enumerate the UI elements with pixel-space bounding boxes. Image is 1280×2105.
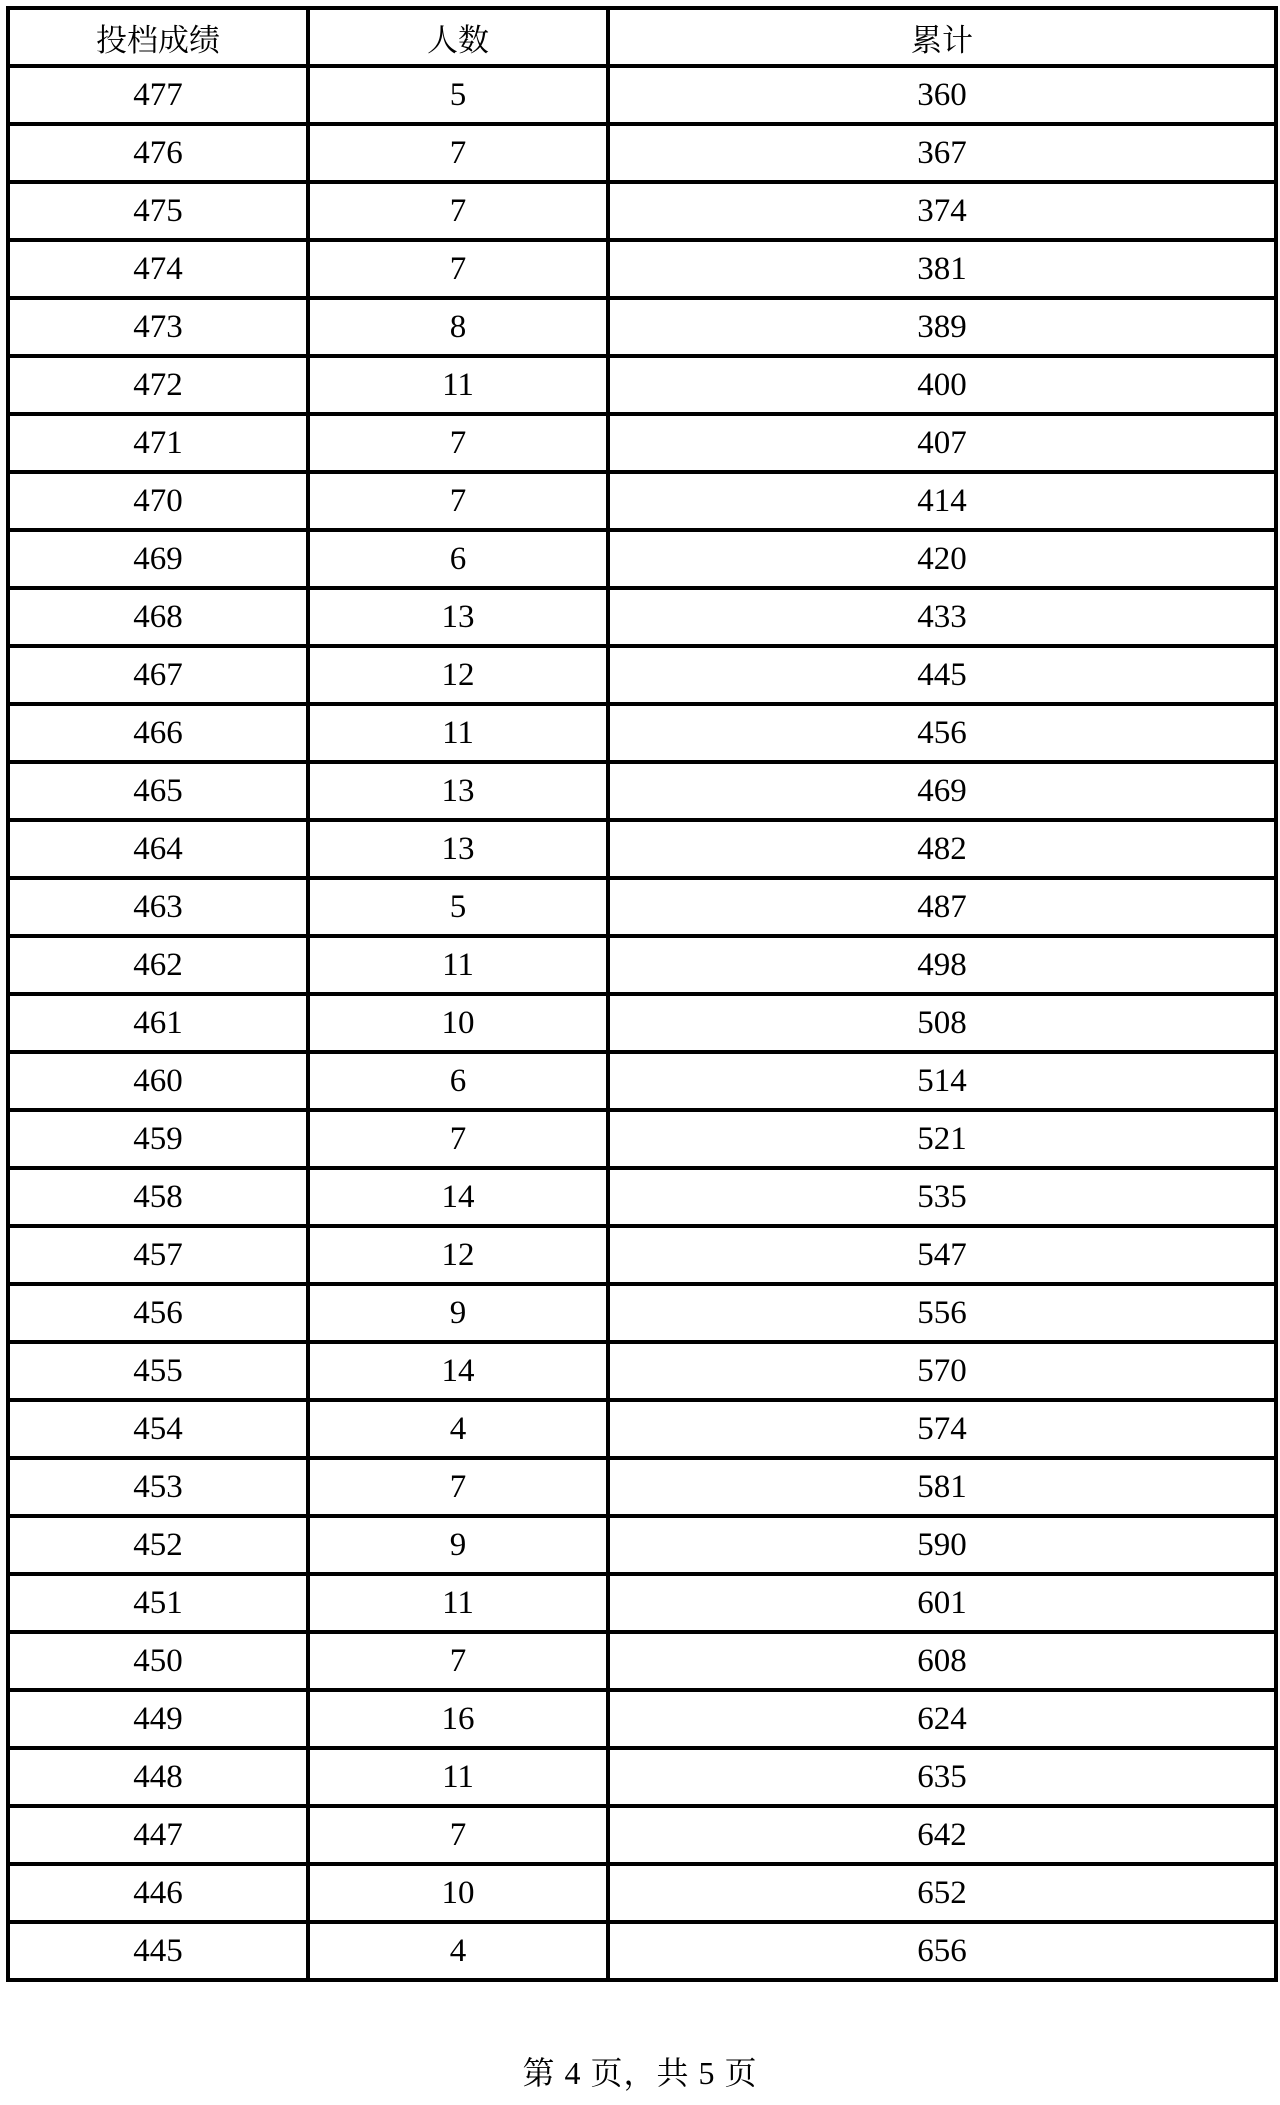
cell-cumulative: 487 xyxy=(608,878,1276,936)
cell-score: 453 xyxy=(8,1458,308,1516)
cell-cumulative: 469 xyxy=(608,762,1276,820)
cell-cumulative: 656 xyxy=(608,1922,1276,1980)
cell-score: 447 xyxy=(8,1806,308,1864)
cell-count: 4 xyxy=(308,1922,608,1980)
table-header-row xyxy=(8,8,1276,66)
table-row xyxy=(8,1632,1276,1690)
cell-cumulative: 508 xyxy=(608,994,1276,1052)
cell-count: 7 xyxy=(308,240,608,298)
cell-cumulative: 608 xyxy=(608,1632,1276,1690)
cell-score: 462 xyxy=(8,936,308,994)
table-row xyxy=(8,1690,1276,1748)
table-row xyxy=(8,1748,1276,1806)
cell-cumulative: 456 xyxy=(608,704,1276,762)
cell-score: 473 xyxy=(8,298,308,356)
cell-count: 13 xyxy=(308,588,608,646)
table-row xyxy=(8,298,1276,356)
cell-count: 7 xyxy=(308,472,608,530)
cell-count: 13 xyxy=(308,762,608,820)
cell-count: 7 xyxy=(308,1110,608,1168)
cell-count: 7 xyxy=(308,414,608,472)
cell-cumulative: 590 xyxy=(608,1516,1276,1574)
cell-cumulative: 624 xyxy=(608,1690,1276,1748)
cell-cumulative: 381 xyxy=(608,240,1276,298)
cell-score: 464 xyxy=(8,820,308,878)
cell-count: 14 xyxy=(308,1168,608,1226)
cell-score: 477 xyxy=(8,66,308,124)
table-row xyxy=(8,66,1276,124)
cell-cumulative: 482 xyxy=(608,820,1276,878)
cell-score: 451 xyxy=(8,1574,308,1632)
cell-score: 456 xyxy=(8,1284,308,1342)
cell-cumulative: 389 xyxy=(608,298,1276,356)
table-row xyxy=(8,182,1276,240)
cell-count: 11 xyxy=(308,936,608,994)
cell-score: 468 xyxy=(8,588,308,646)
cell-count: 12 xyxy=(308,646,608,704)
cell-score: 459 xyxy=(8,1110,308,1168)
table-row xyxy=(8,704,1276,762)
column-header-cumulative: 累计 xyxy=(608,8,1276,66)
cell-cumulative: 521 xyxy=(608,1110,1276,1168)
cell-count: 14 xyxy=(308,1342,608,1400)
cell-count: 6 xyxy=(308,1052,608,1110)
cell-score: 445 xyxy=(8,1922,308,1980)
cell-cumulative: 514 xyxy=(608,1052,1276,1110)
cell-score: 467 xyxy=(8,646,308,704)
cell-cumulative: 420 xyxy=(608,530,1276,588)
table-row xyxy=(8,240,1276,298)
cell-cumulative: 445 xyxy=(608,646,1276,704)
cell-score: 469 xyxy=(8,530,308,588)
table-row xyxy=(8,1342,1276,1400)
cell-cumulative: 407 xyxy=(608,414,1276,472)
cell-cumulative: 652 xyxy=(608,1864,1276,1922)
table-row xyxy=(8,936,1276,994)
table-row xyxy=(8,124,1276,182)
cell-score: 455 xyxy=(8,1342,308,1400)
table-row xyxy=(8,472,1276,530)
cell-cumulative: 367 xyxy=(608,124,1276,182)
cell-count: 10 xyxy=(308,1864,608,1922)
table-row xyxy=(8,820,1276,878)
cell-cumulative: 601 xyxy=(608,1574,1276,1632)
cell-count: 6 xyxy=(308,530,608,588)
column-header-score: 投档成绩 xyxy=(8,8,308,66)
score-table-body xyxy=(8,66,1276,1980)
cell-count: 13 xyxy=(308,820,608,878)
cell-count: 9 xyxy=(308,1516,608,1574)
cell-count: 10 xyxy=(308,994,608,1052)
cell-cumulative: 433 xyxy=(608,588,1276,646)
table-row xyxy=(8,1168,1276,1226)
cell-score: 460 xyxy=(8,1052,308,1110)
cell-count: 11 xyxy=(308,1748,608,1806)
cell-score: 465 xyxy=(8,762,308,820)
cell-cumulative: 635 xyxy=(608,1748,1276,1806)
cell-cumulative: 374 xyxy=(608,182,1276,240)
cell-cumulative: 547 xyxy=(608,1226,1276,1284)
cell-count: 16 xyxy=(308,1690,608,1748)
cell-count: 9 xyxy=(308,1284,608,1342)
cell-count: 5 xyxy=(308,66,608,124)
cell-cumulative: 556 xyxy=(608,1284,1276,1342)
cell-cumulative: 400 xyxy=(608,356,1276,414)
table-row xyxy=(8,1864,1276,1922)
cell-count: 7 xyxy=(308,1632,608,1690)
cell-cumulative: 574 xyxy=(608,1400,1276,1458)
cell-count: 7 xyxy=(308,182,608,240)
table-row xyxy=(8,762,1276,820)
cell-count: 11 xyxy=(308,356,608,414)
table-row xyxy=(8,356,1276,414)
table-row xyxy=(8,1110,1276,1168)
cell-cumulative: 581 xyxy=(608,1458,1276,1516)
page-number-indicator: 第 4 页，共 5 页 xyxy=(522,2055,758,2091)
cell-cumulative: 570 xyxy=(608,1342,1276,1400)
table-row xyxy=(8,1226,1276,1284)
cell-cumulative: 642 xyxy=(608,1806,1276,1864)
cell-score: 457 xyxy=(8,1226,308,1284)
cell-count: 8 xyxy=(308,298,608,356)
table-row xyxy=(8,1284,1276,1342)
cell-score: 452 xyxy=(8,1516,308,1574)
table-row xyxy=(8,588,1276,646)
cell-score: 475 xyxy=(8,182,308,240)
cell-score: 466 xyxy=(8,704,308,762)
cell-score: 461 xyxy=(8,994,308,1052)
cell-count: 4 xyxy=(308,1400,608,1458)
cell-score: 474 xyxy=(8,240,308,298)
cell-cumulative: 498 xyxy=(608,936,1276,994)
table-row xyxy=(8,1400,1276,1458)
table-row xyxy=(8,1516,1276,1574)
table-row xyxy=(8,646,1276,704)
column-header-count: 人数 xyxy=(308,8,608,66)
table-row xyxy=(8,994,1276,1052)
cell-score: 448 xyxy=(8,1748,308,1806)
cell-cumulative: 414 xyxy=(608,472,1276,530)
cell-score: 470 xyxy=(8,472,308,530)
cell-cumulative: 360 xyxy=(608,66,1276,124)
cell-count: 7 xyxy=(308,1806,608,1864)
table-row xyxy=(8,1574,1276,1632)
table-row xyxy=(8,414,1276,472)
cell-count: 5 xyxy=(308,878,608,936)
cell-count: 12 xyxy=(308,1226,608,1284)
cell-cumulative: 535 xyxy=(608,1168,1276,1226)
score-distribution-table xyxy=(6,6,1278,1982)
table-row xyxy=(8,1806,1276,1864)
table-row xyxy=(8,878,1276,936)
table-row xyxy=(8,1922,1276,1980)
cell-score: 463 xyxy=(8,878,308,936)
cell-score: 471 xyxy=(8,414,308,472)
cell-score: 454 xyxy=(8,1400,308,1458)
cell-count: 11 xyxy=(308,704,608,762)
cell-count: 11 xyxy=(308,1574,608,1632)
cell-count: 7 xyxy=(308,1458,608,1516)
table-row xyxy=(8,530,1276,588)
table-row xyxy=(8,1052,1276,1110)
cell-count: 7 xyxy=(308,124,608,182)
cell-score: 449 xyxy=(8,1690,308,1748)
table-row xyxy=(8,1458,1276,1516)
cell-score: 476 xyxy=(8,124,308,182)
cell-score: 450 xyxy=(8,1632,308,1690)
cell-score: 446 xyxy=(8,1864,308,1922)
cell-score: 458 xyxy=(8,1168,308,1226)
cell-score: 472 xyxy=(8,356,308,414)
